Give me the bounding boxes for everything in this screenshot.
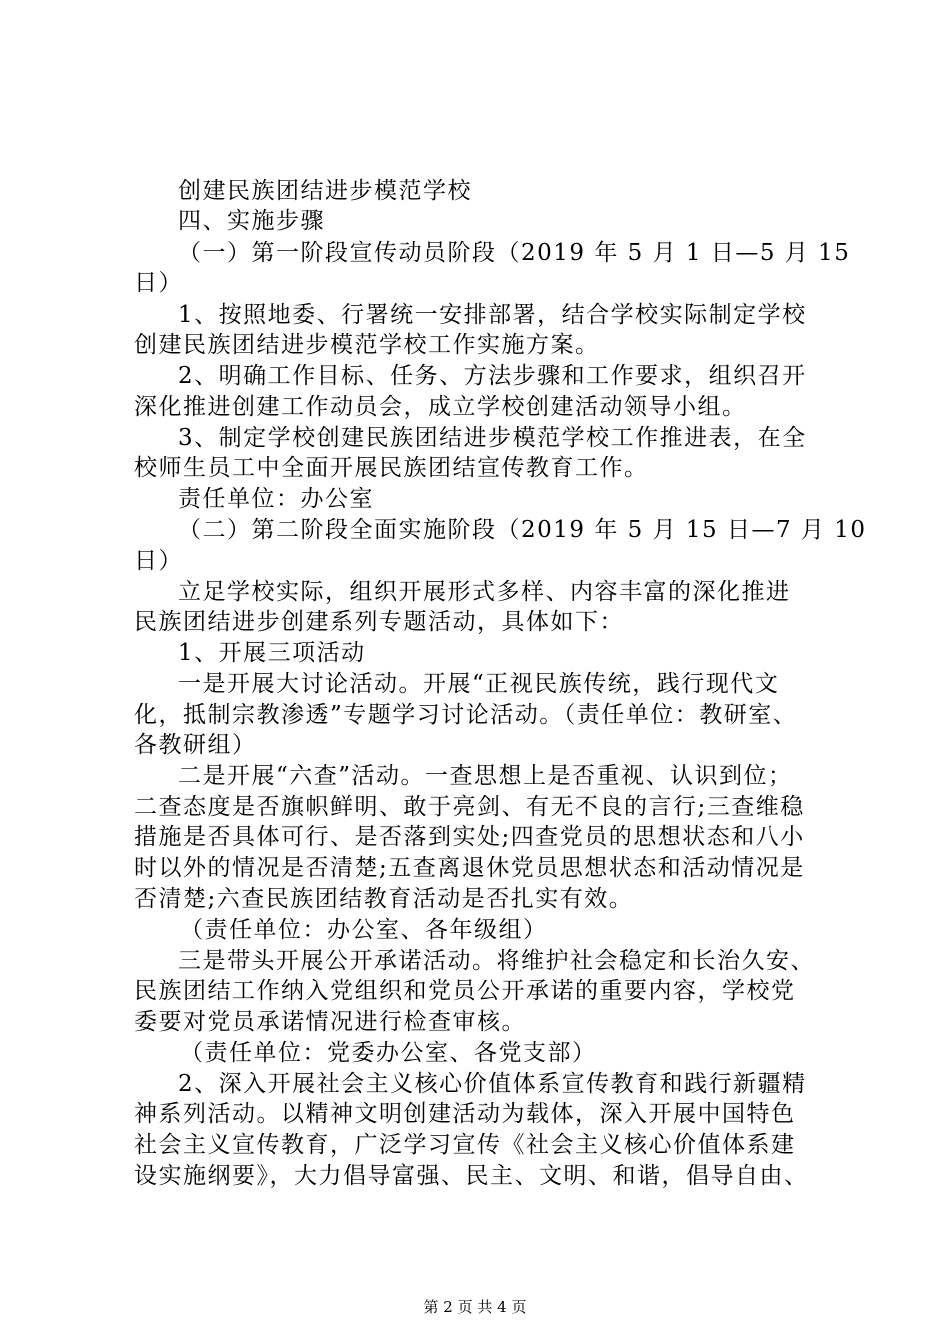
responsible-unit: （责任单位：党委办公室、各党支部） xyxy=(180,1040,597,1066)
text-line: 民族团结工作纳入党组织和党员公开承诺的重要内容，学校党 xyxy=(134,978,796,1004)
text-line: 民族团结进步创建系列专题活动，具体如下： xyxy=(134,609,624,635)
stage-heading: （二）第二阶段全面实施阶段（2019 年 5 月 15 日—7 月 10 xyxy=(178,517,867,543)
text-line: 委要对党员承诺情况进行检查审核。 xyxy=(134,1009,526,1035)
text-line: 二查态度是否旗帜鲜明、敢于亮剑、有无不良的言行;三查维稳 xyxy=(134,794,805,820)
responsible-unit: （责任单位：办公室、各年级组） xyxy=(180,917,548,943)
text-line: 时以外的情况是否清楚;五查离退休党员思想状态和活动情况是 xyxy=(134,855,805,881)
text-line: 各教研组） xyxy=(134,732,257,758)
text-line: 立足学校实际，组织开展形式多样、内容丰富的深化推进 xyxy=(178,579,791,605)
text-line: 1、开展三项活动 xyxy=(178,640,366,666)
text-line: 2、深入开展社会主义核心价值体系宣传教育和践行新疆精 xyxy=(178,1071,807,1097)
text-line: 校师生员工中全面开展民族团结宣传教育工作。 xyxy=(134,455,649,481)
text-line: 一是开展大讨论活动。开展“正视民族传统，践行现代文 xyxy=(178,671,780,697)
text-line: 3、制定学校创建民族团结进步模范学校工作推进表，在全 xyxy=(178,425,807,451)
text-line: 二是开展“六查”活动。一查思想上是否重视、认识到位； xyxy=(178,763,793,789)
text-line: 否清楚;六查民族团结教育活动是否扎实有效。 xyxy=(134,886,634,912)
text-line: 社会主义宣传教育，广泛学习宣传《社会主义核心价值体系建 xyxy=(134,1132,796,1158)
section-heading: 四、实施步骤 xyxy=(178,208,325,234)
stage-heading: （一）第一阶段宣传动员阶段（2019 年 5 月 1 日—5 月 15 xyxy=(178,240,851,266)
text-line: 日） xyxy=(134,270,183,296)
text-line: 深化推进创建工作动员会，成立学校创建活动领导小组。 xyxy=(134,394,747,420)
text-line: 神系列活动。以精神文明创建活动为载体，深入开展中国特色 xyxy=(134,1101,796,1127)
text-line: 措施是否具体可行、是否落到实处;四查党员的思想状态和八小 xyxy=(134,824,805,850)
text-line: 创建民族团结进步模范学校 xyxy=(178,178,472,204)
text-line: 三是带头开展公开承诺活动。将维护社会稳定和长治久安、 xyxy=(178,948,815,974)
text-line: 设实施纲要》，大力倡导富强、民主、文明、和谐，倡导自由、 xyxy=(134,1163,809,1189)
text-line: 化，抵制宗教渗透”专题学习讨论活动。（责任单位：教研室、 xyxy=(134,702,798,728)
text-line: 2、明确工作目标、任务、方法步骤和工作要求，组织召开 xyxy=(178,363,807,389)
text-line: 1、按照地委、行署统一安排部署，结合学校实际制定学校 xyxy=(178,302,807,328)
text-line: 创建民族团结进步模范学校工作实施方案。 xyxy=(134,332,600,358)
responsible-unit: 责任单位：办公室 xyxy=(178,486,374,512)
text-line: 日） xyxy=(134,548,183,574)
page-number-footer: 第 2 页 共 4 页 xyxy=(423,1298,527,1316)
